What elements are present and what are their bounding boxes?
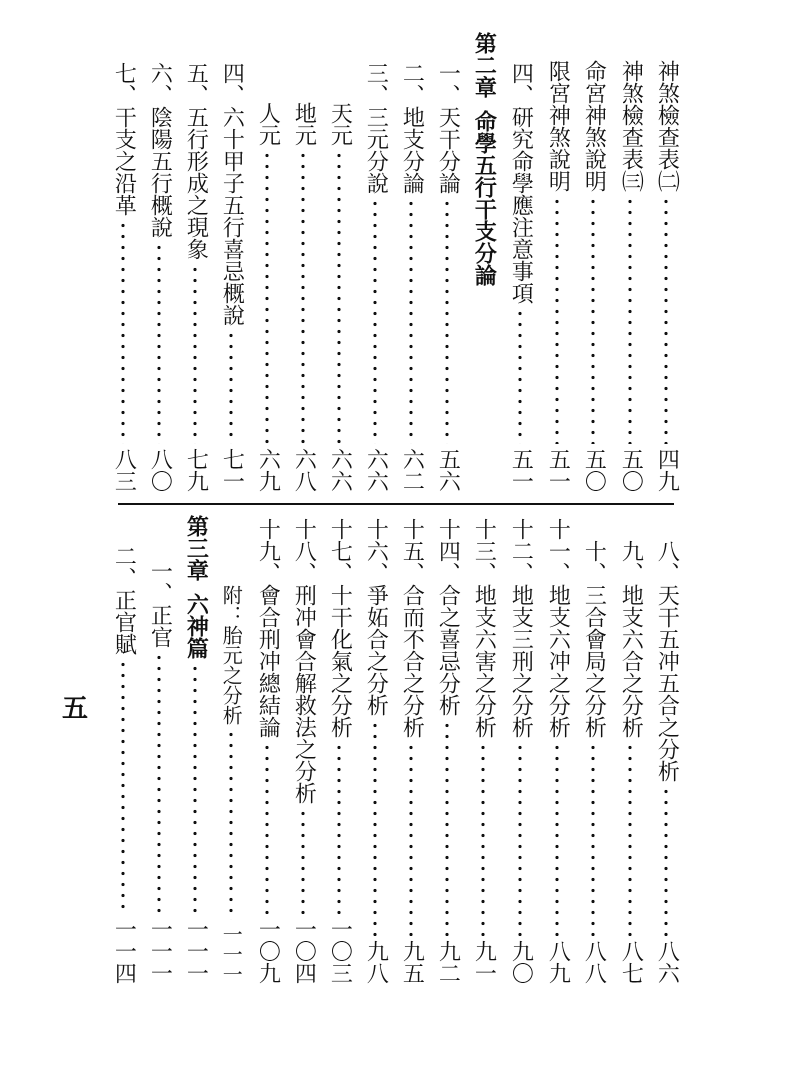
toc-title: 十、三合會局之分析	[581, 540, 607, 738]
toc-title: 八、天干五冲五合之分析	[654, 540, 680, 782]
toc-entry	[432, 518, 462, 984]
toc-title: 十五、合而不合之分析	[399, 518, 425, 738]
toc-page: 六八	[291, 448, 317, 492]
chapter-number: 第二章	[471, 32, 497, 98]
toc-page: 九二	[435, 940, 461, 984]
section-divider	[118, 503, 674, 505]
toc-entry	[288, 62, 318, 492]
toc-title: 一、天干分論	[435, 62, 461, 194]
toc-entry	[432, 62, 462, 492]
toc-title: 三、三元分說	[363, 62, 389, 194]
leader-dots	[265, 742, 269, 914]
leader-dots	[157, 652, 161, 914]
toc-entry	[651, 540, 681, 984]
leader-dots	[301, 150, 305, 444]
toc-page: 八九	[545, 940, 571, 984]
leader-dots	[193, 663, 197, 914]
leader-dots	[518, 308, 522, 444]
toc-title: 六、陰陽五行概說	[147, 62, 173, 238]
toc-page: 八七	[618, 940, 644, 984]
toc-page: 五一	[545, 448, 571, 492]
toc-title: 七、干支之沿革	[111, 62, 137, 216]
toc-entry	[216, 62, 246, 492]
toc-entry	[144, 62, 174, 492]
toc-page: 六六	[363, 448, 389, 492]
toc-entry	[615, 540, 645, 984]
toc-page: 一一一	[147, 918, 173, 984]
toc-page: 一一一	[219, 924, 244, 984]
toc-page: 四九	[654, 448, 680, 492]
toc-page: 八六	[654, 940, 680, 984]
toc-title: 地元	[291, 102, 317, 146]
chapter-heading	[180, 515, 210, 984]
toc-page: 九一	[471, 940, 497, 984]
toc-entry	[468, 518, 498, 984]
toc-page: 八〇	[147, 448, 173, 492]
leader-dots	[409, 198, 413, 444]
leader-dots	[555, 196, 559, 444]
page-number: 五	[62, 694, 89, 724]
toc-entry	[108, 545, 138, 984]
toc-title: 十八、刑冲會合解救法之分析	[291, 518, 317, 804]
toc-entry	[144, 560, 174, 984]
toc-title: 九、地支六合之分析	[618, 540, 644, 738]
toc-title: 四、研究命學應注意事項	[508, 62, 534, 304]
toc-page: 八八	[581, 940, 607, 984]
toc-title: 神煞檢查表㈢	[618, 60, 644, 192]
toc-page: 一一一	[183, 918, 209, 984]
toc-page: 七一	[219, 448, 245, 492]
toc-entry	[615, 30, 645, 492]
toc-page: 九〇	[508, 940, 534, 984]
leader-dots	[301, 808, 305, 914]
toc-page: 九五	[399, 940, 425, 984]
leader-dots	[445, 720, 449, 936]
toc-page: 六六	[327, 448, 353, 492]
toc-entry	[252, 62, 282, 492]
chapter-heading	[468, 32, 498, 286]
toc-title: 四、六十甲子五行喜忌概說	[219, 62, 245, 326]
toc-entry	[324, 518, 354, 984]
toc-entry	[505, 62, 535, 492]
toc-entry	[360, 518, 390, 984]
leader-dots	[481, 742, 485, 936]
leader-dots	[121, 659, 125, 914]
toc-entry	[324, 62, 354, 492]
toc-title: 附：胎元之分析	[219, 585, 244, 725]
toc-page: 一一四	[111, 918, 137, 984]
toc-title: 十七、十干化氣之分析	[327, 518, 353, 738]
toc-entry	[180, 62, 210, 492]
toc-title: 十三、地支六害之分析	[471, 518, 497, 738]
toc-entry	[252, 518, 282, 984]
toc-title: 限宮神煞說明	[545, 60, 571, 192]
toc-entry	[360, 62, 390, 492]
toc-entry	[505, 518, 535, 984]
toc-page: 五〇	[581, 448, 607, 492]
toc-entry	[396, 518, 426, 984]
toc-entry	[542, 30, 572, 492]
leader-dots	[265, 150, 269, 444]
toc-entry	[542, 518, 572, 984]
leader-dots	[628, 742, 632, 936]
toc-title: 人元	[255, 102, 281, 146]
toc-title: 五、五行形成之現象	[183, 62, 209, 260]
leader-dots	[591, 196, 595, 444]
leader-dots	[664, 196, 668, 444]
leader-dots	[229, 729, 233, 920]
leader-dots	[337, 742, 341, 914]
leader-dots	[555, 742, 559, 936]
toc-page: 一〇九	[255, 918, 281, 984]
toc-page: 一〇四	[291, 918, 317, 984]
toc-title: 十四、合之喜忌分析	[435, 518, 461, 716]
toc-title: 十一、地支六冲之分析	[545, 518, 571, 738]
chapter-title: 命學五行干支分論	[471, 110, 497, 286]
toc-title: 二、地支分論	[399, 62, 425, 194]
toc-entry	[216, 585, 246, 984]
toc-entry	[578, 30, 608, 492]
leader-dots	[337, 150, 341, 444]
toc-page: 六二	[399, 448, 425, 492]
toc-entry	[578, 540, 608, 984]
toc-page: 五六	[435, 448, 461, 492]
toc-entry	[396, 62, 426, 492]
toc-entry	[288, 518, 318, 984]
toc-entry	[108, 62, 138, 492]
toc-page: 九八	[363, 940, 389, 984]
leader-dots	[157, 242, 161, 444]
chapter-number: 第三章	[183, 515, 209, 581]
leader-dots	[193, 264, 197, 444]
toc-title: 一、正官	[147, 560, 173, 648]
leader-dots	[409, 742, 413, 936]
toc-page: 一〇三	[327, 918, 353, 984]
toc-entry	[651, 30, 681, 492]
toc-title: 二、正官賦	[111, 545, 137, 655]
chapter-title: 六神篇	[183, 593, 209, 659]
toc-title: 十九、會合刑冲總結論	[255, 518, 281, 738]
leader-dots	[373, 720, 377, 936]
toc-title: 天元	[327, 102, 353, 146]
toc-title: 十六、爭妬合之分析	[363, 518, 389, 716]
leader-dots	[628, 196, 632, 444]
toc-page: 八三	[111, 448, 137, 492]
toc-title: 命宮神煞說明	[581, 60, 607, 192]
leader-dots	[664, 786, 668, 936]
toc-page: 七九	[183, 448, 209, 492]
leader-dots	[445, 198, 449, 444]
leader-dots	[591, 742, 595, 936]
leader-dots	[229, 330, 233, 444]
toc-page: 五〇	[618, 448, 644, 492]
toc-title: 神煞檢查表㈡	[654, 60, 680, 192]
leader-dots	[121, 220, 125, 444]
leader-dots	[373, 198, 377, 444]
leader-dots	[518, 742, 522, 936]
toc-page: 六九	[255, 448, 281, 492]
toc-title: 十二、地支三刑之分析	[508, 518, 534, 738]
toc-page: 五一	[508, 448, 534, 492]
